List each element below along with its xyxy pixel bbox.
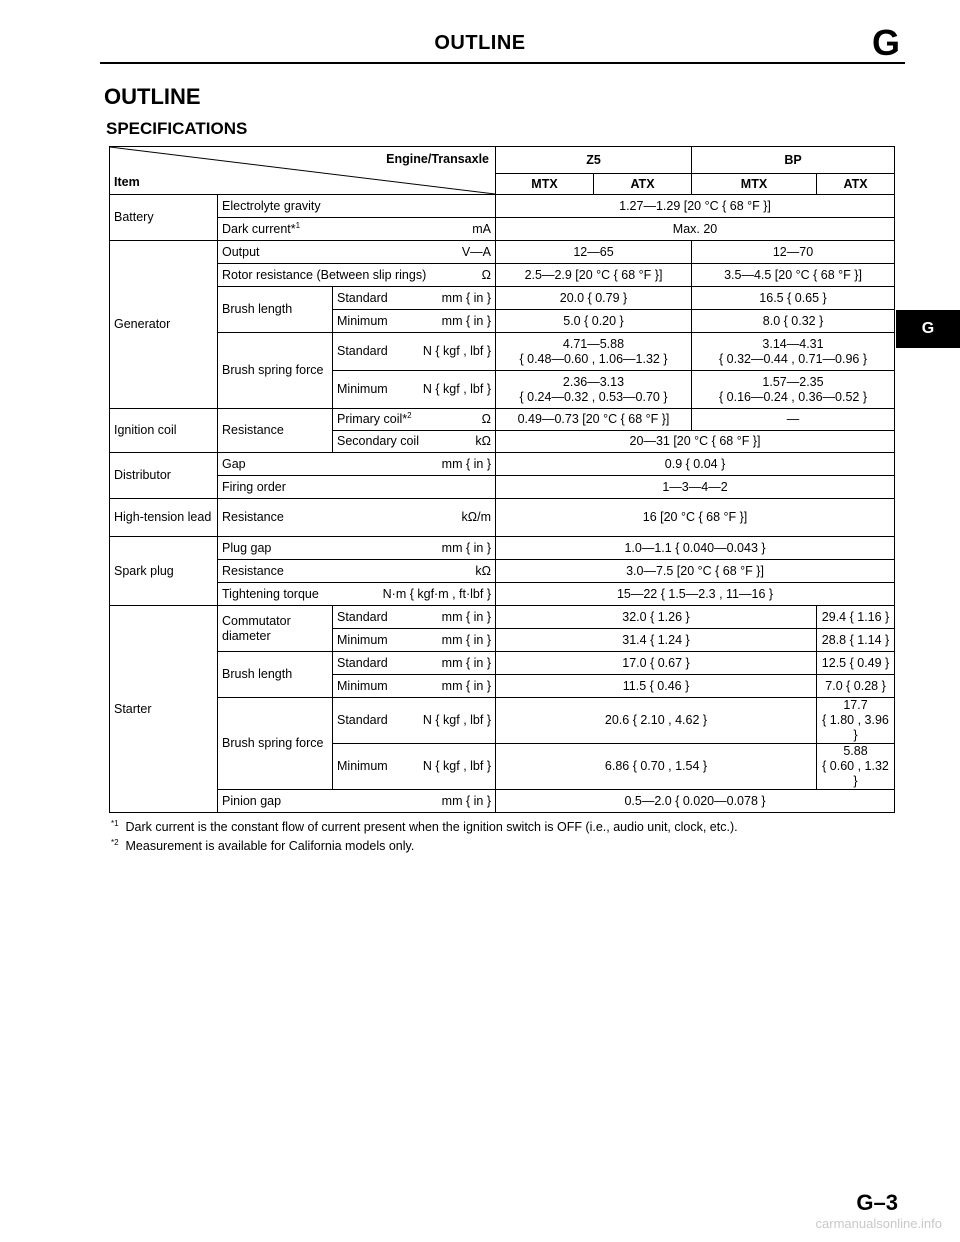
generator-label: Generator bbox=[110, 241, 218, 409]
unit: N·m { kgf·m , ft·lbf } bbox=[382, 586, 491, 601]
gen-brush-min-bp: 8.0 { 0.32 } bbox=[692, 310, 895, 333]
torque-cell bbox=[218, 583, 496, 606]
unit: Ω bbox=[481, 412, 491, 426]
starter-label: Starter bbox=[110, 606, 218, 813]
dark-current-label: Dark current* bbox=[222, 222, 296, 237]
section-heading: OUTLINE bbox=[104, 84, 201, 109]
gen-brush-min-z5: 5.0 { 0.20 } bbox=[496, 310, 692, 333]
unit: mm { in } bbox=[441, 456, 491, 471]
gen-spring-std-z5 bbox=[496, 333, 692, 371]
ignition-resistance-label: Resistance bbox=[218, 409, 333, 453]
value-line: 5.88 bbox=[843, 744, 868, 758]
sub-label: Minimum bbox=[337, 313, 388, 328]
header-bp: BP bbox=[692, 147, 895, 174]
gen-spring-min-cell bbox=[333, 371, 496, 409]
header-diagonal-cell bbox=[110, 147, 496, 195]
value-line: 2.36—3.13 bbox=[562, 374, 625, 389]
unit: mm { in } bbox=[441, 313, 491, 328]
sub-label: Minimum bbox=[337, 382, 388, 396]
unit: mm { in } bbox=[441, 655, 491, 670]
gap-value: 0.9 { 0.04 } bbox=[496, 453, 895, 476]
pinion-cell bbox=[218, 790, 496, 813]
unit: N { kgf , lbf } bbox=[422, 382, 491, 396]
header-z5-mtx: MTX bbox=[496, 174, 594, 195]
gen-spring-min-bp bbox=[692, 371, 895, 409]
table-row bbox=[110, 195, 895, 218]
value-line: 4.71—5.88 bbox=[562, 336, 625, 351]
table-row bbox=[110, 476, 895, 499]
footnote-mark: *1 bbox=[111, 819, 119, 828]
plug-gap-value: 1.0—1.1 { 0.040—0.043 } bbox=[496, 537, 895, 560]
table-row bbox=[110, 241, 895, 264]
unit: Ω bbox=[481, 267, 491, 282]
unit: kΩ bbox=[475, 563, 491, 578]
sub-label: Plug gap bbox=[222, 540, 272, 555]
comm-std-cell bbox=[333, 606, 496, 629]
sub-label: Resistance bbox=[222, 510, 284, 524]
footnote-text: Measurement is available for California models only. bbox=[125, 839, 415, 854]
table-row bbox=[110, 287, 895, 310]
table-row bbox=[110, 606, 895, 629]
unit: mm { in } bbox=[441, 290, 491, 305]
ignition-coil-label: Ignition coil bbox=[110, 409, 218, 453]
unit: mm { in } bbox=[441, 632, 491, 647]
secondary-coil-value: 20—31 [20 °C { 68 °F }] bbox=[496, 431, 895, 453]
torque-value: 15—22 { 1.5—2.3 , 11—16 } bbox=[496, 583, 895, 606]
electrolyte-gravity-label: Electrolyte gravity bbox=[218, 195, 496, 218]
secondary-coil-cell bbox=[333, 431, 496, 453]
sub-label: Standard bbox=[337, 609, 388, 624]
comm-std-bp-atx: 29.4 { 1.16 } bbox=[817, 606, 895, 629]
header-bp-mtx: MTX bbox=[692, 174, 817, 195]
spark-resistance-cell bbox=[218, 560, 496, 583]
header-z5-atx: ATX bbox=[594, 174, 692, 195]
header-rule bbox=[100, 62, 905, 64]
st-spring-min-cell bbox=[333, 744, 496, 790]
dark-current-cell bbox=[218, 218, 496, 241]
header-row bbox=[110, 147, 895, 174]
gen-brush-length-label: Brush length bbox=[218, 287, 333, 333]
electrolyte-gravity-value: 1.27—1.29 [20 °C { 68 °F }] bbox=[496, 195, 895, 218]
section-letter: G bbox=[871, 22, 900, 63]
comm-min-cell bbox=[333, 629, 496, 652]
unit: V—A bbox=[461, 244, 491, 259]
footnote-mark: 2 bbox=[407, 411, 412, 421]
sub-label: Pinion gap bbox=[222, 793, 282, 808]
gen-brush-min-cell bbox=[333, 310, 496, 333]
specifications-table bbox=[109, 146, 895, 813]
unit: kΩ bbox=[475, 434, 491, 448]
value-line: 3.14—4.31 bbox=[762, 336, 824, 351]
st-spring-std-value: 20.6 { 2.10 , 4.62 } bbox=[496, 698, 817, 744]
gen-spring-std-bp bbox=[692, 333, 895, 371]
battery-label: Battery bbox=[110, 195, 218, 241]
table-row bbox=[110, 264, 895, 287]
rotor-label: Rotor resistance (Between slip rings) bbox=[222, 267, 427, 282]
output-bp: 12—70 bbox=[692, 241, 895, 264]
table-row bbox=[110, 652, 895, 675]
comm-min-bp-atx: 28.8 { 1.14 } bbox=[817, 629, 895, 652]
unit: mm { in } bbox=[441, 609, 491, 624]
sub-label: Standard bbox=[337, 655, 388, 670]
gap-cell bbox=[218, 453, 496, 476]
value-line: { 0.32—0.44 , 0.71—0.96 } bbox=[719, 351, 868, 366]
sub-label: Minimum bbox=[337, 632, 388, 647]
sub-label: Minimum bbox=[337, 759, 388, 773]
footnote-1 bbox=[111, 816, 738, 835]
table-row bbox=[110, 583, 895, 606]
st-brush-min-value: 11.5 { 0.46 } bbox=[496, 675, 817, 698]
st-brush-length-label: Brush length bbox=[218, 652, 333, 698]
table-row bbox=[110, 698, 895, 744]
subsection-heading: SPECIFICATIONS bbox=[106, 119, 248, 138]
table-row bbox=[110, 537, 895, 560]
st-spring-std-cell bbox=[333, 698, 496, 744]
sub-label: Resistance bbox=[222, 563, 284, 578]
value-line: 17.7 bbox=[843, 698, 868, 712]
gen-spring-std-cell bbox=[333, 333, 496, 371]
unit: kΩ/m bbox=[461, 510, 491, 524]
output-z5: 12—65 bbox=[496, 241, 692, 264]
table-row bbox=[110, 790, 895, 813]
table-row bbox=[110, 218, 895, 241]
footnote-mark: *2 bbox=[111, 838, 119, 848]
section-tab: G bbox=[896, 310, 960, 348]
st-spring-label: Brush spring force bbox=[218, 698, 333, 790]
st-spring-min-bp-atx bbox=[817, 744, 895, 790]
comm-min-value: 31.4 { 1.24 } bbox=[496, 629, 817, 652]
value-line: { 0.60 , 1.32 } bbox=[822, 759, 889, 788]
rotor-z5: 2.5—2.9 [20 °C { 68 °F }] bbox=[496, 264, 692, 287]
distributor-label: Distributor bbox=[110, 453, 218, 499]
footnotes bbox=[111, 816, 738, 854]
firing-order-label: Firing order bbox=[218, 476, 496, 499]
gen-spring-min-z5 bbox=[496, 371, 692, 409]
sub-label: Standard bbox=[337, 290, 388, 305]
unit: N { kgf , lbf } bbox=[422, 759, 491, 773]
header-bp-atx: ATX bbox=[817, 174, 895, 195]
st-brush-std-cell bbox=[333, 652, 496, 675]
table-row bbox=[110, 453, 895, 476]
value-line: { 0.24—0.32 , 0.53—0.70 } bbox=[519, 389, 668, 404]
sub-label: Tightening torque bbox=[222, 586, 319, 601]
gen-brush-std-bp: 16.5 { 0.65 } bbox=[692, 287, 895, 310]
high-tension-value: 16 [20 °C { 68 °F }] bbox=[496, 499, 895, 537]
value-line: { 0.48—0.60 , 1.06—1.32 } bbox=[519, 351, 668, 366]
high-tension-cell bbox=[218, 499, 496, 537]
gen-brush-std-cell bbox=[333, 287, 496, 310]
sub-label: Standard bbox=[337, 713, 388, 727]
unit: mm { in } bbox=[441, 678, 491, 693]
header-item: Item bbox=[114, 175, 140, 189]
high-tension-label: High-tension lead bbox=[110, 499, 218, 537]
spark-plug-label: Spark plug bbox=[110, 537, 218, 606]
primary-coil-cell bbox=[333, 409, 496, 431]
spark-resistance-value: 3.0—7.5 [20 °C { 68 °F }] bbox=[496, 560, 895, 583]
st-brush-min-cell bbox=[333, 675, 496, 698]
sub-label: Minimum bbox=[337, 678, 388, 693]
watermark: carmanualsonline.info bbox=[815, 1216, 942, 1231]
commutator-label: Commutator diameter bbox=[218, 606, 333, 652]
comm-std-value: 32.0 { 1.26 } bbox=[496, 606, 817, 629]
st-brush-std-value: 17.0 { 0.67 } bbox=[496, 652, 817, 675]
firing-order-value: 1—3—4—2 bbox=[496, 476, 895, 499]
plug-gap-cell bbox=[218, 537, 496, 560]
primary-coil-z5: 0.49—0.73 [20 °C { 68 °F }] bbox=[496, 409, 692, 431]
gen-brush-std-z5: 20.0 { 0.79 } bbox=[496, 287, 692, 310]
value-line: 1.57—2.35 bbox=[762, 374, 824, 389]
rotor-bp: 3.5—4.5 [20 °C { 68 °F }] bbox=[692, 264, 895, 287]
unit: N { kgf , lbf } bbox=[422, 344, 491, 358]
sub-label: Secondary coil bbox=[337, 434, 419, 448]
header-z5: Z5 bbox=[496, 147, 692, 174]
unit: N { kgf , lbf } bbox=[422, 713, 491, 727]
footnote-text: Dark current is the constant flow of current present when the ignition switch is OFF (i.e., audio unit, clock, etc.). bbox=[125, 820, 738, 835]
value-line: { 0.16—0.24 , 0.36—0.52 } bbox=[719, 389, 868, 404]
primary-coil-bp: — bbox=[692, 409, 895, 431]
st-brush-min-bp-atx: 7.0 { 0.28 } bbox=[817, 675, 895, 698]
dark-current-value: Max. 20 bbox=[496, 218, 895, 241]
sub-label: Primary coil* bbox=[337, 412, 408, 427]
unit: mA bbox=[472, 221, 491, 236]
rotor-cell bbox=[218, 264, 496, 287]
st-spring-min-value: 6.86 { 0.70 , 1.54 } bbox=[496, 744, 817, 790]
st-spring-std-bp-atx bbox=[817, 698, 895, 744]
page-number: G–3 bbox=[856, 1190, 898, 1215]
table-row bbox=[110, 560, 895, 583]
footnote-2 bbox=[111, 835, 738, 854]
unit: mm { in } bbox=[441, 793, 491, 808]
st-brush-std-bp-atx: 12.5 { 0.49 } bbox=[817, 652, 895, 675]
unit: mm { in } bbox=[441, 540, 491, 555]
sub-label: Gap bbox=[222, 456, 246, 471]
output-label: Output bbox=[222, 244, 260, 259]
table-row bbox=[110, 499, 895, 537]
value-line: { 1.80 , 3.96 } bbox=[822, 713, 889, 742]
gen-spring-label: Brush spring force bbox=[218, 333, 333, 409]
page-header-title: OUTLINE bbox=[434, 32, 526, 54]
table-row bbox=[110, 409, 895, 431]
footnote-mark: 1 bbox=[295, 220, 301, 230]
output-cell bbox=[218, 241, 496, 264]
header-engine-transaxle: Engine/Transaxle bbox=[386, 152, 489, 166]
sub-label: Standard bbox=[337, 344, 388, 358]
pinion-value: 0.5—2.0 { 0.020—0.078 } bbox=[496, 790, 895, 813]
table-row bbox=[110, 333, 895, 371]
